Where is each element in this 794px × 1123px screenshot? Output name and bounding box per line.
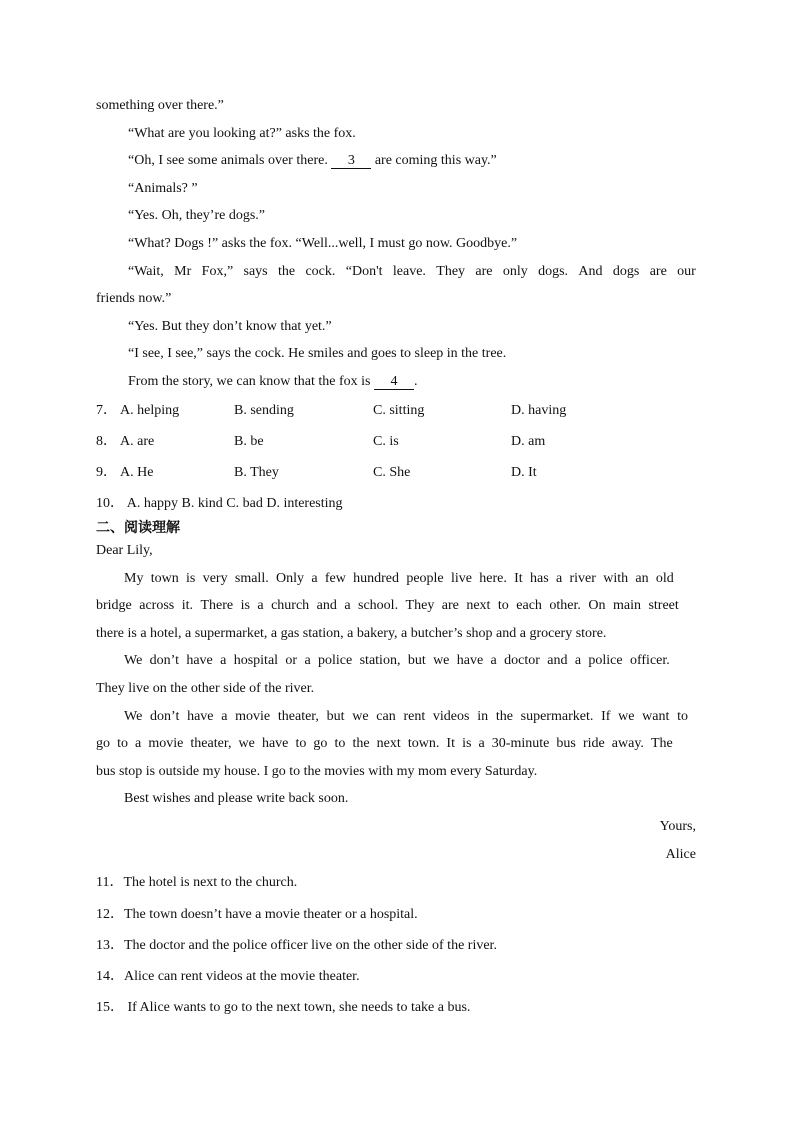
word: 30-minute bbox=[491, 736, 550, 751]
statement-14: 14．Alice can rent videos at the movie theater. bbox=[96, 969, 360, 984]
word: “Don't bbox=[345, 264, 383, 279]
word: It bbox=[446, 736, 455, 751]
word: to bbox=[334, 736, 346, 751]
word: we bbox=[238, 736, 255, 751]
question-10: 10． A. happy B. kind C. bad D. interesting bbox=[96, 496, 343, 511]
word: a bbox=[257, 598, 264, 613]
word: is bbox=[186, 571, 196, 586]
word: and bbox=[547, 653, 568, 668]
statement-13: 13．The doctor and the police officer live on the other side of the river. bbox=[96, 938, 497, 953]
word: go bbox=[96, 736, 110, 751]
word: few bbox=[324, 571, 346, 586]
word: to bbox=[117, 736, 128, 751]
word: My bbox=[124, 571, 144, 586]
letter-line-9: Best wishes and please write back soon. bbox=[124, 791, 349, 806]
word: our bbox=[677, 264, 696, 279]
word: a bbox=[555, 571, 563, 586]
question-number: 7． bbox=[96, 403, 117, 418]
story-text: From the story, we can know that the fox is bbox=[128, 374, 374, 389]
word: station, bbox=[359, 653, 401, 668]
word: rent bbox=[403, 709, 426, 724]
option-a[interactable]: A. He bbox=[120, 465, 154, 480]
word: the bbox=[278, 264, 296, 279]
word: If bbox=[601, 709, 611, 724]
word: are bbox=[441, 598, 459, 613]
story-line-6: “What? Dogs !” asks the fox. “Well...well, I must go now. Goodbye.” bbox=[128, 236, 518, 251]
statement-12: 12．The town doesn’t have a movie theater or a hospital. bbox=[96, 907, 418, 922]
word: ride bbox=[582, 736, 605, 751]
word: bridge bbox=[96, 598, 132, 613]
word: or bbox=[285, 653, 298, 668]
option-a[interactable]: A. are bbox=[120, 434, 155, 449]
word: church bbox=[271, 598, 310, 613]
word: school. bbox=[358, 598, 399, 613]
word: movie bbox=[148, 736, 184, 751]
story-line-9: “I see, I see,” says the cock. He smiles and goes to sleep in the tree. bbox=[128, 346, 507, 361]
letter-signature: Alice bbox=[665, 847, 696, 862]
word: They bbox=[405, 598, 435, 613]
word: with bbox=[603, 571, 629, 586]
word: across bbox=[139, 598, 175, 613]
word: the bbox=[495, 709, 513, 724]
word: have bbox=[456, 653, 484, 668]
word: movie bbox=[235, 709, 271, 724]
option-c[interactable]: C. She bbox=[373, 465, 411, 480]
option-b[interactable]: B. They bbox=[234, 465, 279, 480]
word: very bbox=[202, 571, 228, 586]
word: are bbox=[649, 264, 667, 279]
option-d[interactable]: D. having bbox=[511, 403, 567, 418]
word: other. bbox=[549, 598, 581, 613]
word: next bbox=[376, 736, 401, 751]
word: theater, bbox=[277, 709, 319, 724]
word: but bbox=[407, 653, 426, 668]
question-number: 9． bbox=[96, 465, 117, 480]
word: in bbox=[477, 709, 489, 724]
word: hundred bbox=[353, 571, 400, 586]
story-line-2: “What are you looking at?” asks the fox. bbox=[128, 126, 356, 141]
word: a bbox=[344, 598, 351, 613]
letter-line-3: there is a hotel, a supermarket, a gas station, a bakery, a butcher’s shop and a grocery store. bbox=[96, 626, 607, 641]
word: have bbox=[187, 709, 214, 724]
statement-15: 15． If Alice wants to go to the next town, she needs to take a bus. bbox=[96, 1000, 471, 1015]
word: can bbox=[376, 709, 396, 724]
word: dogs. bbox=[538, 264, 569, 279]
word: dogs bbox=[612, 264, 640, 279]
word: On bbox=[588, 598, 606, 613]
letter-line-1 bbox=[124, 570, 674, 588]
option-a[interactable]: A. helping bbox=[120, 403, 180, 418]
word: don’t bbox=[149, 653, 179, 668]
word: but bbox=[326, 709, 345, 724]
word: officer. bbox=[629, 653, 670, 668]
option-d[interactable]: D. It bbox=[511, 465, 537, 480]
option-b[interactable]: B. be bbox=[234, 434, 264, 449]
word: have bbox=[261, 736, 289, 751]
word: And bbox=[578, 264, 603, 279]
statement-11: 11．The hotel is next to the church. bbox=[96, 875, 298, 890]
word: we bbox=[352, 709, 369, 724]
word: go bbox=[313, 736, 328, 751]
story-text: are coming this way.” bbox=[371, 153, 497, 168]
word: We bbox=[124, 709, 143, 724]
word: a bbox=[135, 736, 142, 751]
word: and bbox=[316, 598, 337, 613]
word: next bbox=[466, 598, 491, 613]
word: to bbox=[295, 736, 307, 751]
word: a bbox=[478, 736, 485, 751]
word: We bbox=[124, 653, 143, 668]
story-text: . bbox=[414, 374, 418, 389]
word: says bbox=[243, 264, 268, 279]
word: They bbox=[436, 264, 466, 279]
word: theater, bbox=[190, 736, 232, 751]
option-c[interactable]: C. is bbox=[373, 434, 399, 449]
word: hospital bbox=[233, 653, 279, 668]
word: bus bbox=[556, 736, 576, 751]
word: doctor bbox=[504, 653, 540, 668]
word: to bbox=[497, 598, 509, 613]
word: police bbox=[318, 653, 353, 668]
option-b[interactable]: B. sending bbox=[234, 403, 294, 418]
letter-line-5: They live on the other side of the river. bbox=[96, 681, 315, 696]
word: don’t bbox=[150, 709, 180, 724]
word: small. bbox=[234, 571, 269, 586]
word: a bbox=[490, 653, 497, 668]
word: only bbox=[502, 264, 528, 279]
option-d[interactable]: D. am bbox=[511, 434, 546, 449]
word: is bbox=[240, 598, 250, 613]
word: a bbox=[574, 653, 582, 668]
word: is bbox=[462, 736, 472, 751]
word: to bbox=[677, 709, 688, 724]
story-line-3 bbox=[128, 152, 497, 170]
letter-line-2 bbox=[96, 597, 679, 615]
word: a bbox=[304, 653, 311, 668]
word: Only bbox=[276, 571, 305, 586]
letter-closing: Yours, bbox=[659, 819, 696, 834]
question-number: 8． bbox=[96, 434, 117, 449]
word: are bbox=[475, 264, 493, 279]
word: an bbox=[635, 571, 649, 586]
story-line-7 bbox=[128, 263, 696, 281]
word: It bbox=[514, 571, 523, 586]
word: live bbox=[450, 571, 472, 586]
word: a bbox=[221, 709, 228, 724]
word: river bbox=[569, 571, 596, 586]
word: a bbox=[311, 571, 318, 586]
word: “Wait, bbox=[128, 264, 164, 279]
word: town. bbox=[407, 736, 440, 751]
word: the bbox=[352, 736, 370, 751]
word: street bbox=[648, 598, 679, 613]
word: each bbox=[516, 598, 542, 613]
word: town bbox=[150, 571, 179, 586]
story-line-5: “Yes. Oh, they’re dogs.” bbox=[128, 208, 265, 223]
word: police bbox=[588, 653, 623, 668]
word: has bbox=[529, 571, 549, 586]
story-line-7b: friends now.” bbox=[96, 291, 172, 306]
section-title: 二、阅读理解 bbox=[96, 520, 180, 536]
word: videos bbox=[432, 709, 470, 724]
word: cock. bbox=[305, 264, 336, 279]
word: we bbox=[433, 653, 450, 668]
option-c[interactable]: C. sitting bbox=[373, 403, 425, 418]
word: it. bbox=[181, 598, 193, 613]
blank-4: 4 bbox=[374, 374, 414, 390]
word: leave. bbox=[392, 264, 426, 279]
word: The bbox=[651, 736, 673, 751]
story-text: “Oh, I see some animals over there. bbox=[128, 153, 332, 168]
word: a bbox=[220, 653, 227, 668]
letter-line-6 bbox=[124, 708, 688, 726]
word: have bbox=[186, 653, 213, 668]
story-line-1: something over there.” bbox=[96, 98, 224, 113]
word: here. bbox=[479, 571, 507, 586]
story-line-8: “Yes. But they don’t know that yet.” bbox=[128, 319, 332, 334]
word: we bbox=[618, 709, 635, 724]
word: Mr bbox=[174, 264, 192, 279]
letter-line-7 bbox=[96, 735, 673, 753]
letter-greeting: Dear Lily, bbox=[96, 543, 153, 558]
word: away. bbox=[611, 736, 644, 751]
word: old bbox=[655, 571, 674, 586]
word: supermarket. bbox=[520, 709, 594, 724]
blank-3: 3 bbox=[331, 153, 371, 169]
letter-line-4 bbox=[124, 652, 670, 670]
word: main bbox=[612, 598, 641, 613]
word: people bbox=[406, 571, 444, 586]
word: There bbox=[200, 598, 234, 613]
story-line-10 bbox=[128, 373, 418, 391]
word: want bbox=[642, 709, 670, 724]
story-line-4: “Animals? ” bbox=[128, 181, 198, 196]
word: Fox,” bbox=[201, 264, 234, 279]
letter-line-8: bus stop is outside my house. I go to the movies with my mom every Saturday. bbox=[96, 764, 538, 779]
